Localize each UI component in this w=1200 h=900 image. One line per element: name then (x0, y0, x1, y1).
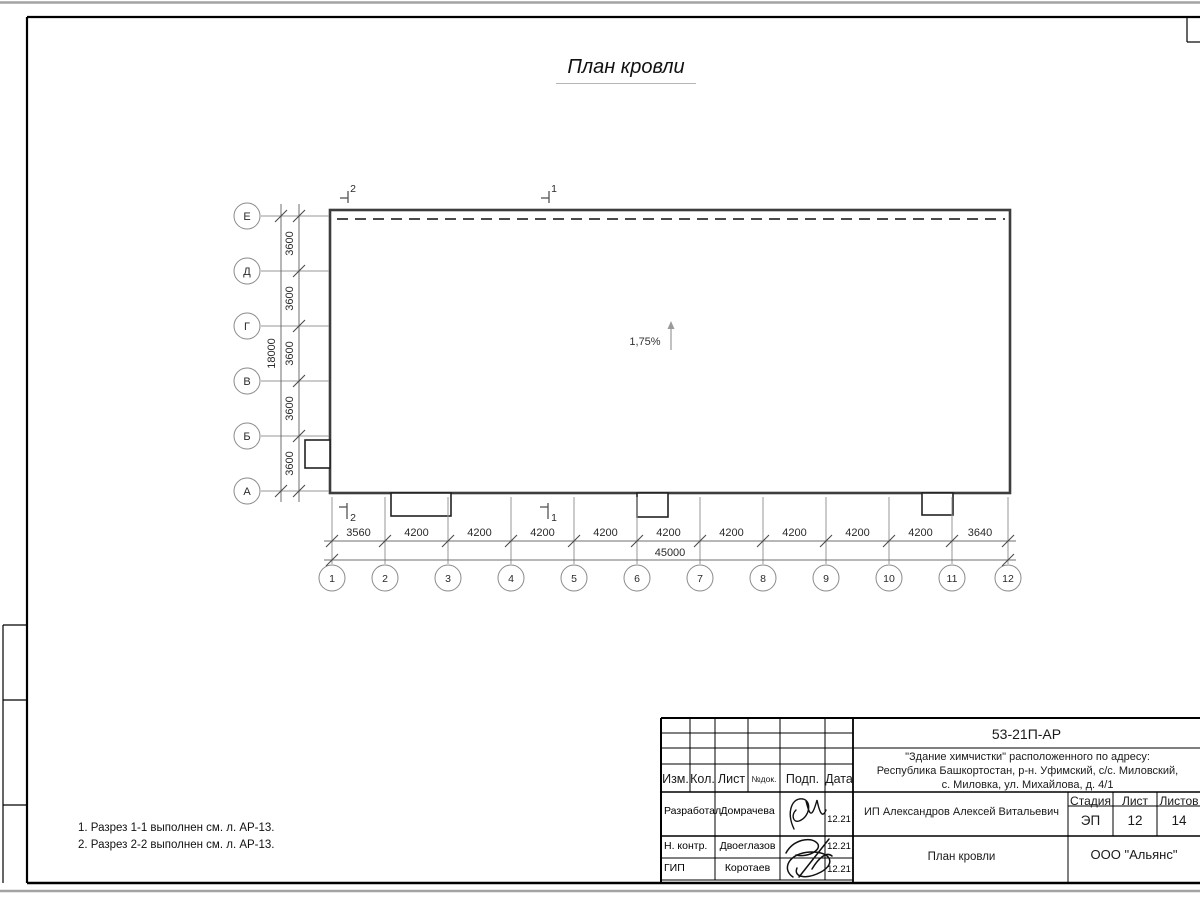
axis-label-row: А (243, 486, 251, 498)
roof-protrusion-bottom (922, 493, 953, 515)
dim-value-col: 3640 (967, 527, 993, 539)
sheet-label: Лист (1121, 794, 1149, 808)
axis-label-row: Е (243, 211, 251, 223)
section-number: 2 (350, 512, 356, 524)
dim-value-row: 3600 (284, 396, 296, 421)
axis-label-col: 5 (571, 573, 577, 585)
project-address-line: с. Миловка, ул. Михайлова, д. 4/1 (941, 779, 1114, 791)
axis-label-col: 2 (382, 573, 388, 585)
roof-protrusion-bottom (637, 493, 668, 517)
axis-label-col: 6 (634, 573, 640, 585)
sheet-title-cell: План кровли (927, 851, 996, 863)
section-number: 1 (551, 512, 557, 524)
titleblock-header-list: Лист (717, 772, 746, 786)
roof-protrusion-left (305, 440, 330, 468)
dim-value-col: 4200 (719, 527, 744, 539)
titleblock-date: 12.21 (827, 841, 851, 852)
titleblock-role: ГИП (664, 862, 685, 874)
axis-label-row: В (243, 376, 251, 388)
dim-value-row: 3600 (284, 341, 296, 366)
notes-block (78, 820, 275, 853)
dim-value-col: 4200 (467, 527, 492, 539)
dim-value-col: 4200 (656, 527, 681, 539)
titleblock-header-kol: Кол. (690, 772, 715, 786)
dim-value-col: 4200 (908, 527, 933, 539)
titleblock-name: Коротаев (724, 862, 771, 874)
axis-label-row: Б (243, 431, 251, 443)
titleblock-date: 12.21 (827, 864, 851, 875)
stage-label: Стадия (1070, 794, 1111, 808)
dim-value-col: 4200 (593, 527, 618, 539)
project-address-line: Республика Башкортостан, р-н. Уфимский, с/с. Миловский, (876, 765, 1179, 777)
axis-label-row: Д (243, 266, 251, 278)
axis-label-col: 10 (883, 573, 895, 585)
stage-value: ЭП (1080, 813, 1101, 828)
note-line: 2. Разрез 2-2 выполнен см. л. АР-13. (78, 838, 275, 851)
page-title: План кровли (556, 56, 696, 84)
company-name: ООО "Альянс" (1090, 847, 1178, 862)
dim-value-col: 3560 (346, 527, 371, 539)
dim-value-col: 4200 (530, 527, 555, 539)
axis-label-col: 12 (1002, 573, 1014, 585)
axis-label-col: 1 (329, 573, 335, 585)
dim-total-col: 45000 (654, 547, 686, 559)
axis-label-row: Г (244, 321, 250, 333)
dim-value-col: 4200 (845, 527, 870, 539)
titleblock-header-data: Дата (825, 772, 853, 786)
titleblock-header-podp: Подп. (785, 772, 820, 786)
dim-value-col: 4200 (404, 527, 429, 539)
project-address-line: "Здание химчистки" расположенного по адресу: (905, 751, 1150, 763)
titleblock-date: 12.21 (827, 814, 851, 825)
titleblock-header-izm: Изм. (662, 772, 689, 786)
sheets-total: 14 (1171, 813, 1187, 828)
dim-total-row: 18000 (266, 338, 278, 369)
titleblock-role: Разработал (664, 805, 722, 817)
axis-label-col: 3 (445, 573, 451, 585)
client-name: ИП Александров Алексей Витальевич (863, 806, 1060, 818)
axis-label-col: 4 (508, 573, 514, 585)
titleblock-header-ndoc: №док. (751, 774, 777, 784)
section-number: 1 (551, 183, 557, 195)
titleblock-role: Н. контр. (664, 840, 708, 852)
document-code: 53-21П-АР (991, 726, 1062, 742)
project-address (855, 750, 1200, 792)
axis-label-col: 9 (823, 573, 829, 585)
signature (790, 799, 826, 829)
roof-outline (330, 210, 1010, 493)
roof-protrusion-bottom (391, 493, 451, 516)
dim-value-col: 4200 (782, 527, 807, 539)
note-line: 1. Разрез 1-1 выполнен см. л. АР-13. (78, 822, 275, 834)
axis-label-col: 11 (946, 573, 958, 585)
sheet-number: 12 (1127, 813, 1143, 828)
titleblock-name: Двоеглазов (719, 840, 776, 852)
dim-value-row: 3600 (284, 286, 296, 311)
section-number: 2 (350, 183, 356, 195)
sheets-label: Листов (1159, 794, 1199, 808)
dim-value-row: 3600 (284, 231, 296, 256)
axis-label-col: 8 (760, 573, 766, 585)
titleblock-name: Домрачева (720, 805, 775, 817)
axis-label-col: 7 (697, 573, 703, 585)
slope-label: 1,75% (629, 336, 661, 348)
dim-value-row: 3600 (284, 451, 296, 476)
